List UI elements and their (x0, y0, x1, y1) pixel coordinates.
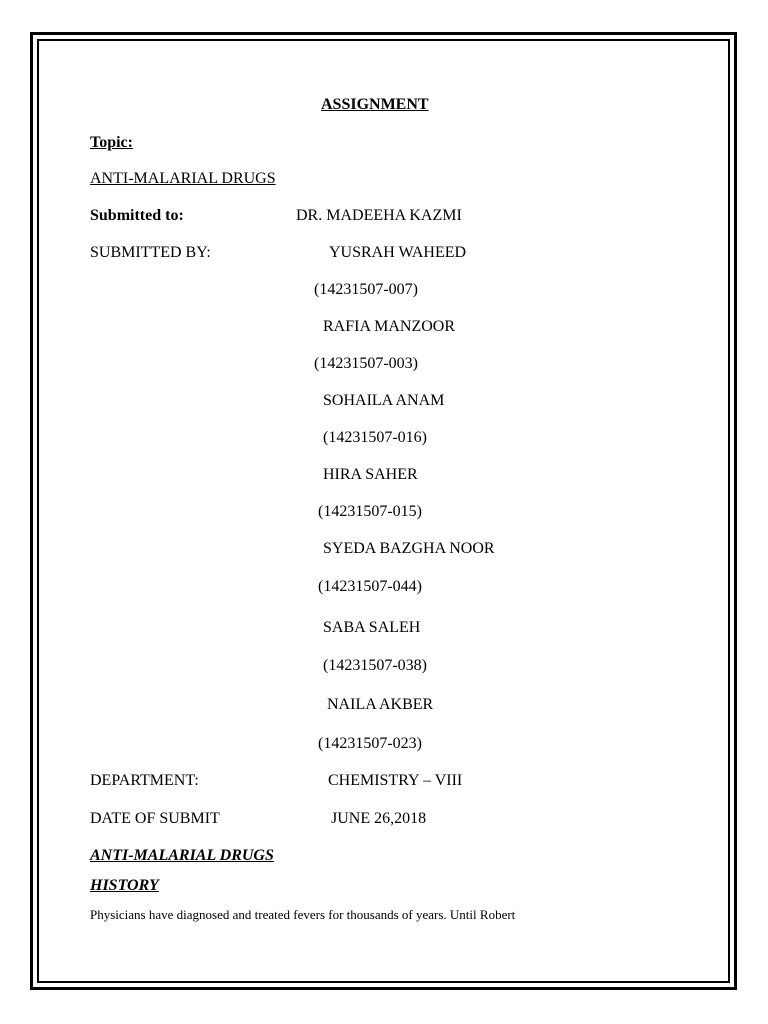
student-name: RAFIA MANZOOR (323, 318, 456, 335)
student-id: (14231507-038) (323, 657, 427, 674)
student-id: (14231507-044) (318, 578, 422, 595)
date-label: DATE OF SUBMIT (90, 810, 220, 827)
topic-label: Topic: (90, 134, 133, 151)
department-label: DEPARTMENT: (90, 772, 199, 789)
topic-title: ANTI-MALARIAL DRUGS (90, 170, 276, 187)
student-name: NAILA AKBER (327, 696, 434, 713)
student-id: (14231507-015) (318, 503, 422, 520)
student-id: (14231507-016) (323, 429, 427, 446)
history-paragraph: Physicians have diagnosed and treated fevers for thousands of years. Until Robert (90, 907, 516, 922)
student-name: SYEDA BAZGHA NOOR (323, 540, 495, 557)
student-name: HIRA SAHER (323, 466, 418, 483)
student-id: (14231507-003) (314, 355, 418, 372)
assignment-heading: ASSIGNMENT (321, 96, 429, 113)
subsection-title: HISTORY (90, 877, 159, 894)
section-title: ANTI-MALARIAL DRUGS (90, 847, 274, 864)
department-value: CHEMISTRY – VIII (328, 772, 463, 789)
submitted-to-label: Submitted to: (90, 207, 184, 224)
student-name: SOHAILA ANAM (323, 392, 445, 409)
student-name: SABA SALEH (323, 619, 421, 636)
date-value: JUNE 26,2018 (331, 810, 427, 827)
submitted-by-label: SUBMITTED BY: (90, 244, 211, 261)
submitted-to-value: DR. MADEEHA KAZMI (296, 207, 462, 224)
student-id: (14231507-023) (318, 735, 422, 752)
student-id: (14231507-007) (314, 281, 418, 298)
student-name: YUSRAH WAHEED (329, 244, 467, 261)
